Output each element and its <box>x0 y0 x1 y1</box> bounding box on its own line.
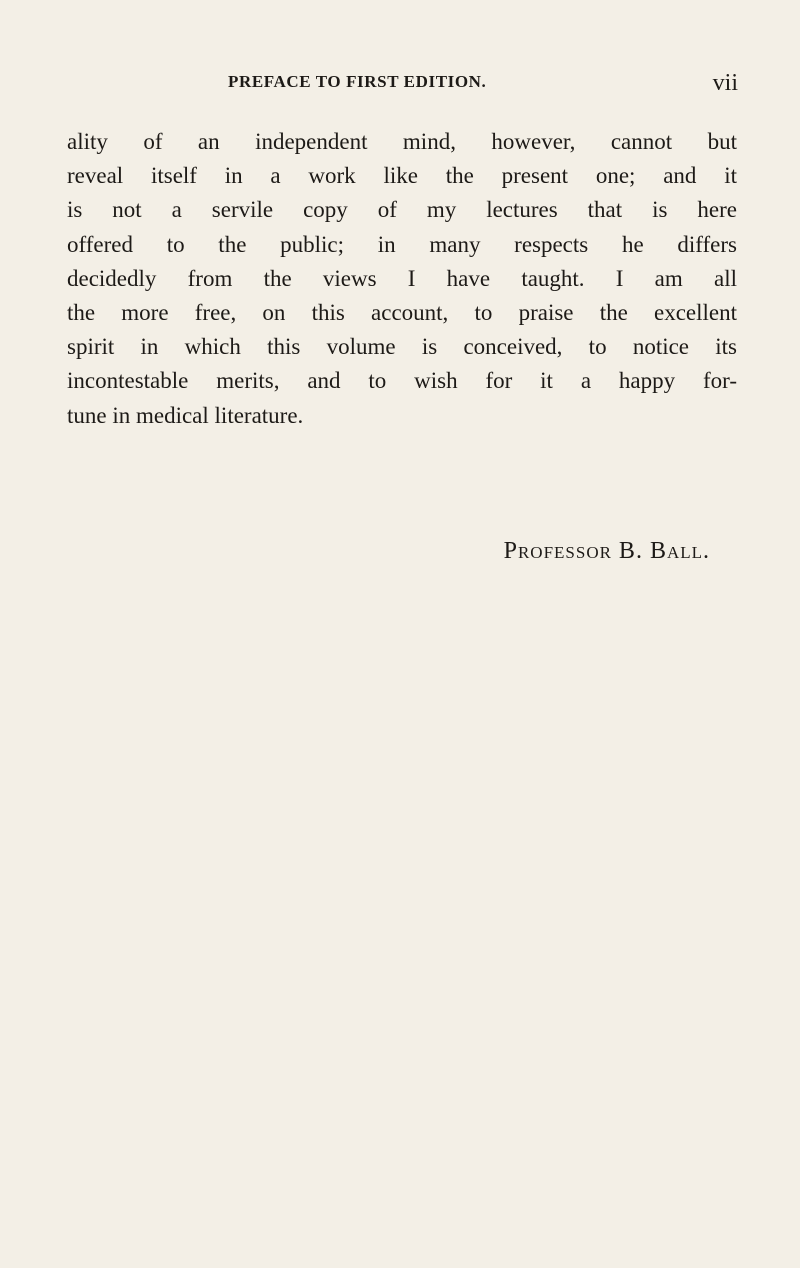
text-line: reveal itself in a work like the present one; and it <box>67 163 737 189</box>
text-line: decidedly from the views I have taught. I am all <box>67 265 737 291</box>
text-line: ality of an independent mind, however, cannot but <box>67 129 737 154</box>
text-line: spirit in which this volume is conceived, to notice its <box>67 334 737 360</box>
body-paragraph <box>67 125 737 433</box>
signature: Professor B. Ball. <box>503 538 710 564</box>
text-line: offered to the public; in many respects he differs <box>67 231 737 257</box>
running-head-title: PREFACE TO FIRST EDITION. <box>228 72 487 91</box>
text-line: is not a servile copy of my lectures that is here <box>67 197 737 223</box>
text-line: tune in medical literature. <box>67 402 304 428</box>
running-head <box>228 72 744 102</box>
text-line: the more free, on this account, to praise the excellent <box>67 299 737 325</box>
text-line: incontestable merits, and to wish for it a happy for- <box>67 368 737 394</box>
page-number: vii <box>712 70 738 96</box>
